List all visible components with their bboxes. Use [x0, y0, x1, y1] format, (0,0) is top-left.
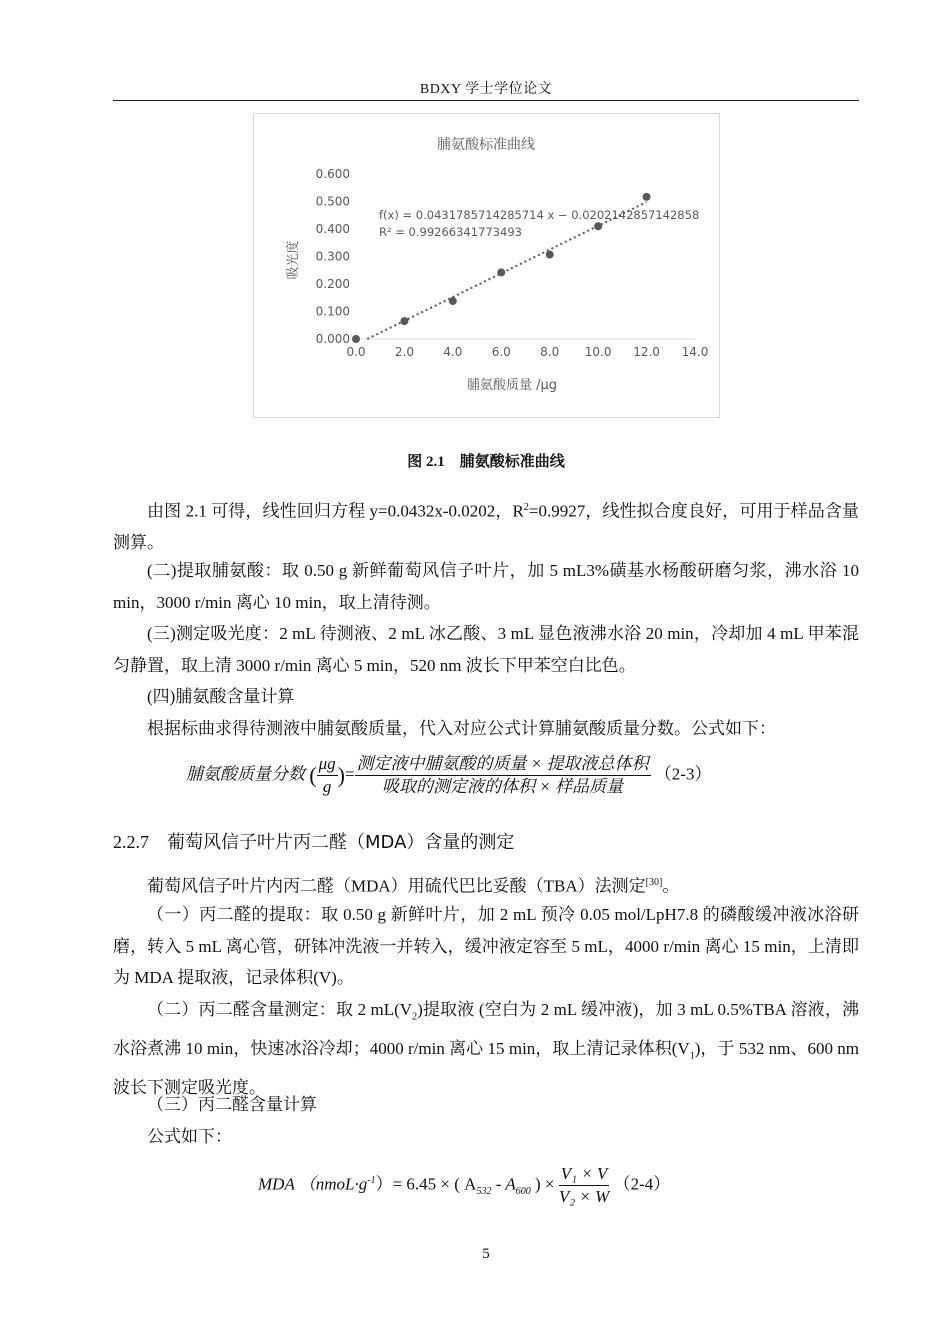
formula-2-3: 脯氨酸质量分数 ( $\frac{\mu g}{g}$ )= $\frac{\text{测定液中脯氨酸的质量 × 提取液总体积}}{\text{吸取的测定液的体积 × 样品质量}}$ （2-3） — [186, 754, 712, 796]
paragraph-formula-label: 公式如下： — [147, 1127, 232, 1146]
x-tick-label: 8.0 — [540, 345, 560, 359]
x-tick-label: 4.0 — [443, 345, 463, 359]
data-point — [594, 222, 602, 230]
section-heading: 2.2.7 葡萄风信子叶片丙二醛（MDA）含量的测定 — [113, 832, 515, 853]
data-point — [546, 251, 554, 259]
x-tick-label: 14.0 — [681, 345, 709, 359]
trendline — [367, 202, 646, 339]
x-axis-label: 脯氨酸质量 /μg — [466, 378, 558, 393]
y-tick-label: 0.200 — [315, 277, 350, 291]
equation-number: （2-4） — [613, 1174, 671, 1194]
paragraph-proline-calc: (四)脯氨酸含量计算 — [147, 687, 295, 706]
x-tick-label: 12.0 — [633, 345, 660, 359]
y-tick-label: 0.600 — [315, 167, 350, 181]
x-tick-label: 0.0 — [346, 345, 366, 359]
y-tick-label: 0.500 — [315, 194, 350, 209]
x-tick-labels — [346, 345, 708, 359]
paragraph-mda-method: 葡萄风信子叶片内丙二醛（MDA）用硫代巴比妥酸（TBA）法测定[30]。 — [147, 876, 680, 896]
main-fraction: $\frac{\text{测定液中脯氨酸的质量 × 提取液总体积}}{\text{吸取的测定液的体积 × 样品质量}}$ — [356, 754, 649, 796]
y-axis-label: 吸光度 — [286, 240, 301, 280]
formula-2-4: MDA $(nmoL\cdot g^{-1})= 6.45$ × ( $A_{532} - A_{600}$ ) × $\frac{\text{V₁ × V}}{\text{V₂ × W}}$ （2-4） — [258, 1164, 671, 1206]
r2-label: R² = 0.99266341773493 — [379, 225, 522, 239]
data-point — [400, 317, 408, 325]
paragraph-result: 由图 2.1 可得，线性回归方程 y=0.0432x-0.0202，$R^2=0.9927$，线性拟合度良好，可用于样品含量测算。 — [113, 501, 859, 553]
chart-container — [253, 113, 720, 418]
x-tick-label: 10.0 — [584, 345, 612, 359]
data-point — [352, 335, 360, 343]
y-tick-labels — [316, 167, 350, 346]
y-tick-label: 0.100 — [315, 304, 350, 319]
chart-title: 脯氨酸标准曲线 — [437, 137, 535, 153]
unit-fraction: $\frac{\mu g}{g}$ — [318, 754, 336, 796]
mda-fraction: $\frac{\text{V₁ × V}}{\text{V₂ × W}}$ — [558, 1164, 610, 1206]
chart-svg — [254, 114, 719, 417]
header-rule — [113, 100, 859, 101]
paragraph-mda-calc: （三）丙二醛含量计算 — [147, 1095, 317, 1114]
paragraph-formula-intro: 根据标曲求得待测液中脯氨酸质量，代入对应公式计算脯氨酸质量分数。公式如下： — [147, 719, 776, 738]
page-number: 5 — [482, 1246, 490, 1262]
equation-number: （2-3） — [654, 764, 712, 784]
data-point — [497, 268, 505, 276]
y-tick-label: 0.000 — [315, 332, 350, 346]
equation-label: f(x) = 0.0431785714285714 x − 0.0202142857142858 — [379, 208, 700, 222]
data-point — [449, 297, 457, 305]
y-tick-label: 0.400 — [315, 222, 350, 236]
y-tick-label: 0.300 — [315, 249, 350, 264]
formula-left: 脯氨酸质量分数 — [186, 764, 305, 784]
x-tick-label: 2.0 — [394, 345, 414, 359]
x-tick-label: 6.0 — [491, 345, 511, 359]
page-header: BDXY 学士学位论文 — [419, 82, 553, 97]
paragraph-mda-extract: （一）丙二醛的提取：取 0.50 g 新鲜叶片，加 2 mL 预冷 0.05 mol/LpH7.8 的磷酸缓冲液冰浴研磨，转入 5 mL 离心管，研钵冲洗液一并转入，缓冲液定容至 5 mL，4000 r/min 离心 15 min，上清即为 MDA 提取液，记录体积(V)。 — [113, 905, 859, 987]
paragraph-mda-measure: （二）丙二醛含量测定：取 2 $mL(V_2)$提取液 (空白为 2 mL 缓冲液)，加 3 mL 0.5%TBA 溶液，沸水浴煮沸 10 min，快速冰浴冷却；4000 r/min 离心 15 min，取上清记录体积$(V_1)$，于 532 nm、600 nm 波长下测定吸光度。 — [113, 1000, 859, 1097]
figure-caption: 图 2.1 脯氨酸标准曲线 — [407, 454, 565, 470]
data-point — [643, 193, 651, 201]
paragraph-measure-absorbance: (三)测定吸光度：2 mL 待测液、2 mL 冰乙酸、3 mL 显色液沸水浴 20 min，冷却加 4 mL 甲苯混匀静置，取上清 3000 r/min 离心 5 min，520 nm 波长下甲苯空白比色。 — [113, 624, 859, 675]
paragraph-extract-proline: (二)提取脯氨酸：取 0.50 g 新鲜葡萄风信子叶片，加 5 mL3%磺基水杨酸研磨匀浆，沸水浴 10 min，3000 r/min 离心 10 min，取上清待测。 — [113, 561, 859, 612]
